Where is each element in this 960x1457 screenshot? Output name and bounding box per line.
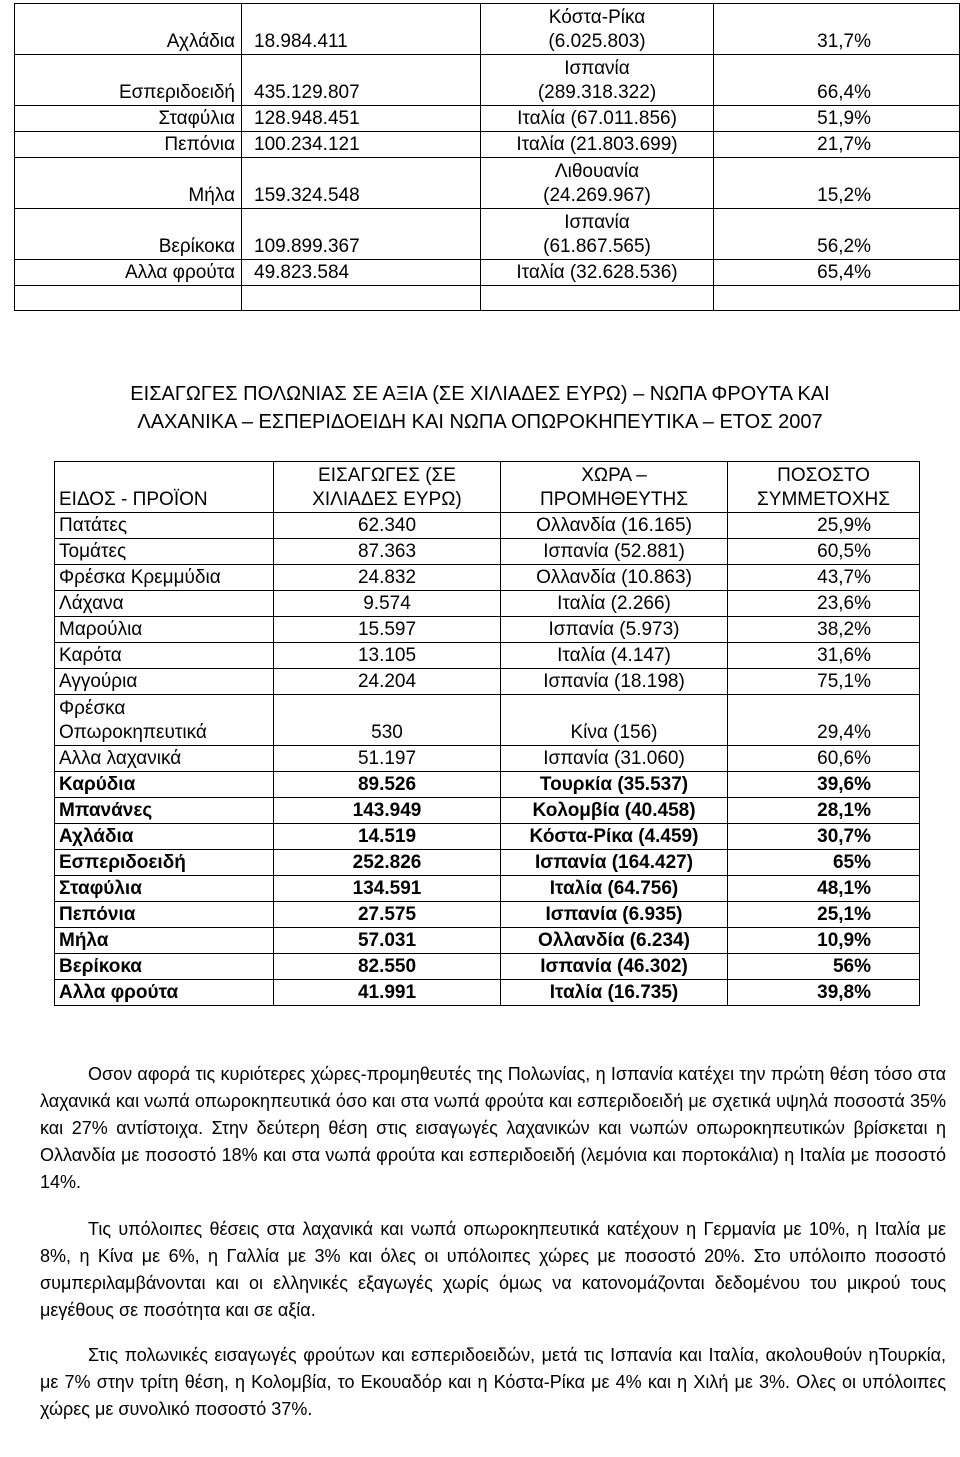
share-cell: 56,2% xyxy=(714,209,960,260)
supplier-cell: Ισπανία (164.427) xyxy=(501,850,728,876)
value-cell: 100.234.121 xyxy=(242,132,481,158)
supplier-cell: Ιταλία (64.756) xyxy=(501,876,728,902)
table-row xyxy=(15,4,960,55)
value-cell: 49.823.584 xyxy=(242,260,481,286)
share-cell: 51,9% xyxy=(714,106,960,132)
value-cell: 57.031 xyxy=(274,928,501,954)
value-cell: 18.984.411 xyxy=(242,4,481,55)
table-row xyxy=(55,902,920,928)
product-cell: Καρότα xyxy=(55,643,274,669)
share-cell: 75,1% xyxy=(728,669,920,695)
product-cell: Τομάτες xyxy=(55,539,274,565)
product-cell: Αλλα φρούτα xyxy=(55,980,274,1006)
value-cell: 143.949 xyxy=(274,798,501,824)
header-supplier: ΧΩΡΑ – ΠΡΟΜΗΘΕΥΤΗΣ xyxy=(501,462,728,513)
supplier-cell: Κόστα-Ρίκα (6.025.803) xyxy=(481,4,714,55)
product-cell: Αχλάδια xyxy=(55,824,274,850)
table-row xyxy=(55,617,920,643)
supplier-cell: Ισπανία (289.318.322) xyxy=(481,55,714,106)
header-product: ΕΙΔΟΣ - ΠΡΟΪΟΝ xyxy=(55,462,274,513)
value-cell: 24.204 xyxy=(274,669,501,695)
share-cell: 65% xyxy=(728,850,920,876)
product-cell: Μπανάνες xyxy=(55,798,274,824)
share-cell: 31,6% xyxy=(728,643,920,669)
table-header-row xyxy=(55,462,920,513)
supplier-cell: Ισπανία (46.302) xyxy=(501,954,728,980)
share-cell: 60,6% xyxy=(728,746,920,772)
share-cell: 43,7% xyxy=(728,565,920,591)
product-cell: Σταφύλια xyxy=(55,876,274,902)
table-row-empty xyxy=(15,286,960,311)
share-cell: 23,6% xyxy=(728,591,920,617)
share-cell: 48,1% xyxy=(728,876,920,902)
table-row xyxy=(55,565,920,591)
table-row xyxy=(55,643,920,669)
product-cell: Αλλα λαχανικά xyxy=(55,746,274,772)
share-cell: 15,2% xyxy=(714,158,960,209)
table-row xyxy=(15,55,960,106)
table-heading-line-2: ΛΑΧΑΝΙΚΑ – ΕΣΠΕΡΙΔΟΕΙΔΗ ΚΑΙ ΝΩΠΑ ΟΠΩΡΟΚΗΠΕΥΤΙΚΑ – ΕΤΟΣ 2007 xyxy=(137,411,823,433)
supplier-cell: Ισπανία (61.867.565) xyxy=(481,209,714,260)
share-cell: 60,5% xyxy=(728,539,920,565)
value-cell: 15.597 xyxy=(274,617,501,643)
table-row xyxy=(55,798,920,824)
value-cell: 87.363 xyxy=(274,539,501,565)
share-cell: 30,7% xyxy=(728,824,920,850)
share-cell: 29,4% xyxy=(728,695,920,746)
table-row xyxy=(55,746,920,772)
supplier-cell: Ιταλία (4.147) xyxy=(501,643,728,669)
table-row xyxy=(15,132,960,158)
value-cell: 89.526 xyxy=(274,772,501,798)
value-cell: 82.550 xyxy=(274,954,501,980)
value-cell: 134.591 xyxy=(274,876,501,902)
table-row xyxy=(55,539,920,565)
share-cell: 21,7% xyxy=(714,132,960,158)
table-row xyxy=(55,513,920,539)
supplier-cell: Ιταλία (2.266) xyxy=(501,591,728,617)
value-cell: 27.575 xyxy=(274,902,501,928)
table-row xyxy=(55,928,920,954)
table-heading-line-1: ΕΙΣΑΓΩΓΕΣ ΠΟΛΩΝΙΑΣ ΣΕ ΑΞΙΑ (ΣΕ ΧΙΛΙΑΔΕΣ ΕΥΡΩ) – ΝΩΠΑ ΦΡΟΥΤΑ ΚΑΙ xyxy=(130,383,830,405)
product-cell: Αλλα φρούτα xyxy=(15,260,242,286)
product-cell: Μήλα xyxy=(15,158,242,209)
table-row xyxy=(15,158,960,209)
value-cell: 9.574 xyxy=(274,591,501,617)
supplier-cell: Ισπανία (18.198) xyxy=(501,669,728,695)
imports-2007-table xyxy=(54,461,920,1006)
share-cell: 25,9% xyxy=(728,513,920,539)
value-cell: 51.197 xyxy=(274,746,501,772)
table-heading xyxy=(40,380,920,436)
value-cell: 530 xyxy=(274,695,501,746)
product-cell: Εσπεριδοειδή xyxy=(55,850,274,876)
share-cell: 65,4% xyxy=(714,260,960,286)
product-cell: Βερίκοκα xyxy=(55,954,274,980)
supplier-cell: Τουρκία (35.537) xyxy=(501,772,728,798)
product-cell: Φρέσκα Οπωροκηπευτικά xyxy=(55,695,274,746)
value-cell: 109.899.367 xyxy=(242,209,481,260)
supplier-cell: Ισπανία (6.935) xyxy=(501,902,728,928)
value-cell: 24.832 xyxy=(274,565,501,591)
value-cell: 13.105 xyxy=(274,643,501,669)
supplier-cell: Κολομβία (40.458) xyxy=(501,798,728,824)
product-cell: Πατάτες xyxy=(55,513,274,539)
value-cell: 159.324.548 xyxy=(242,158,481,209)
product-cell: Εσπεριδοειδή xyxy=(15,55,242,106)
empty-cell xyxy=(714,286,960,311)
product-cell: Βερίκοκα xyxy=(15,209,242,260)
product-cell: Αγγούρια xyxy=(55,669,274,695)
share-cell: 66,4% xyxy=(714,55,960,106)
supplier-cell: Ολλανδία (6.234) xyxy=(501,928,728,954)
supplier-cell: Ολλανδία (16.165) xyxy=(501,513,728,539)
empty-cell xyxy=(242,286,481,311)
table-row xyxy=(15,106,960,132)
product-cell: Πεπόνια xyxy=(55,902,274,928)
table-row xyxy=(55,980,920,1006)
table-row xyxy=(55,591,920,617)
table-row xyxy=(55,669,920,695)
table-row xyxy=(55,772,920,798)
empty-cell xyxy=(15,286,242,311)
product-cell: Λάχανα xyxy=(55,591,274,617)
supplier-cell: Κόστα-Ρίκα (4.459) xyxy=(501,824,728,850)
supplier-cell: Ιταλία (32.628.536) xyxy=(481,260,714,286)
supplier-cell: Ολλανδία (10.863) xyxy=(501,565,728,591)
share-cell: 56% xyxy=(728,954,920,980)
empty-cell xyxy=(481,286,714,311)
share-cell: 38,2% xyxy=(728,617,920,643)
table-row xyxy=(55,824,920,850)
header-share: ΠΟΣΟΣΤΟ ΣΥΜΜΕΤΟΧΗΣ xyxy=(728,462,920,513)
supplier-cell: Ισπανία (31.060) xyxy=(501,746,728,772)
share-cell: 10,9% xyxy=(728,928,920,954)
product-cell: Φρέσκα Κρεμμύδια xyxy=(55,565,274,591)
share-cell: 28,1% xyxy=(728,798,920,824)
supplier-cell: Ισπανία (5.973) xyxy=(501,617,728,643)
product-cell: Πεπόνια xyxy=(15,132,242,158)
supplier-cell: Ισπανία (52.881) xyxy=(501,539,728,565)
supplier-cell: Κίνα (156) xyxy=(501,695,728,746)
value-cell: 128.948.451 xyxy=(242,106,481,132)
share-cell: 31,7% xyxy=(714,4,960,55)
share-cell: 39,6% xyxy=(728,772,920,798)
table-row xyxy=(15,209,960,260)
product-cell: Σταφύλια xyxy=(15,106,242,132)
value-cell: 41.991 xyxy=(274,980,501,1006)
supplier-cell: Ιταλία (21.803.699) xyxy=(481,132,714,158)
fruit-imports-table-top xyxy=(14,3,960,311)
table-row xyxy=(55,695,920,746)
header-imports: ΕΙΣΑΓΩΓΕΣ (ΣΕ ΧΙΛΙΑΔΕΣ ΕΥΡΩ) xyxy=(274,462,501,513)
value-cell: 62.340 xyxy=(274,513,501,539)
supplier-cell: Ιταλία (16.735) xyxy=(501,980,728,1006)
table-row xyxy=(55,954,920,980)
share-cell: 25,1% xyxy=(728,902,920,928)
table-row xyxy=(55,850,920,876)
value-cell: 435.129.807 xyxy=(242,55,481,106)
table-row xyxy=(55,876,920,902)
paragraph-other-positions: Τις υπόλοιπες θέσεις στα λαχανικά και νωπά οπωροκηπευτικά κατέχουν η Γερμανία με 10%, η Ιταλία με 8%, η Κίνα με 6%, η Γαλλία με 3% και όλες οι υπόλοιπες χώρες με ποσοστό 20%. Στο υπόλοιπο ποσοστό συμπεριλαμβάνονται και οι ελληνικές εξαγωγές χωρίς όμως να κατονομάζονται δεδομένου του μικρού τους μεγέθους σε ποσότητα και σε αξία. xyxy=(40,1219,946,1320)
supplier-cell: Ιταλία (67.011.856) xyxy=(481,106,714,132)
paragraph-main-suppliers: Οσον αφορά τις κυριότερες χώρες-προμηθευτές της Πολωνίας, η Ισπανία κατέχει την πρώτη θέση τόσο στα λαχανικά και νωπά οπωροκηπευτικά όσο και στα νωπά φρούτα και εσπεριδοειδή με σχετικά υψηλά ποσοστά 35% και 27% αντίστοιχα. Στην δεύτερη θέση στις εισαγωγές λαχανικών και νωπών οπωροκηπευτικών βρίσκεται η Ολλανδία με ποσοστό 18% και στα νωπά φρούτα και εσπεριδοειδή (λεμόνια και πορτοκάλια) η Ιταλία με ποσοστό 14%. xyxy=(40,1064,946,1192)
table-row xyxy=(15,260,960,286)
paragraph-fruit-imports: Στις πολωνικές εισαγωγές φρούτων και εσπεριδοειδών, μετά τις Ισπανία και Ιταλία, ακολουθούν ηΤουρκία, με 7% στην τρίτη θέση, η Κολομβία, το Εκουαδόρ και η Κόστα-Ρίκα με 4% και η Χιλή με 3%. Ολες οι υπόλοιπες χώρες με συνολικό ποσοστό 37%. xyxy=(40,1345,946,1419)
value-cell: 252.826 xyxy=(274,850,501,876)
product-cell: Μαρούλια xyxy=(55,617,274,643)
value-cell: 14.519 xyxy=(274,824,501,850)
product-cell: Μήλα xyxy=(55,928,274,954)
product-cell: Καρύδια xyxy=(55,772,274,798)
share-cell: 39,8% xyxy=(728,980,920,1006)
product-cell: Αχλάδια xyxy=(15,4,242,55)
supplier-cell: Λιθουανία (24.269.967) xyxy=(481,158,714,209)
